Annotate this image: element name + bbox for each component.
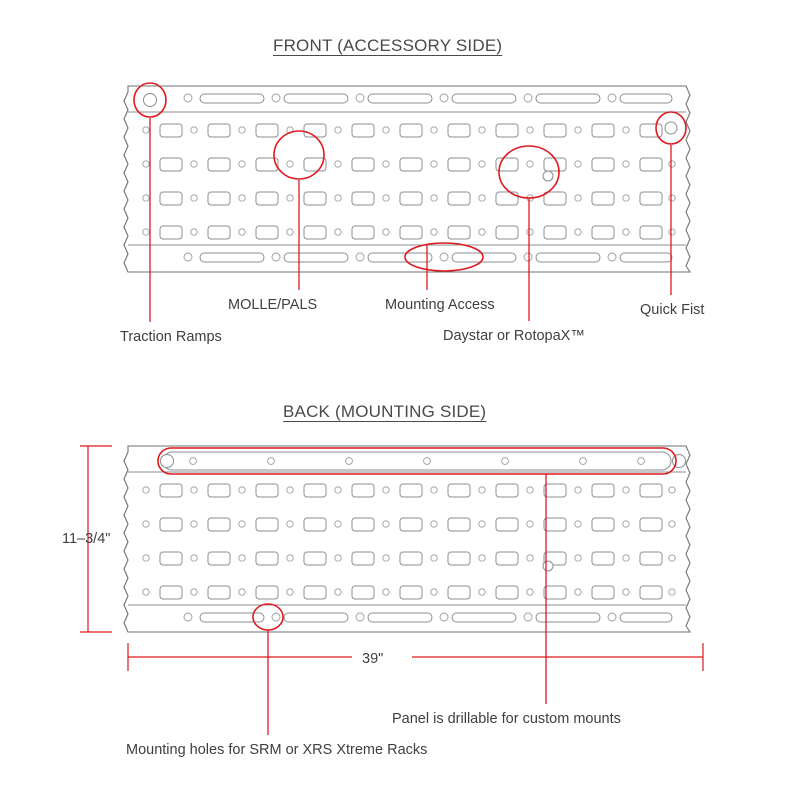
- label-mounting-holes: Mounting holes for SRM or XRS Xtreme Racks: [126, 742, 428, 758]
- width-dimension: [128, 643, 703, 671]
- back-molle-grid: [143, 484, 675, 599]
- label-daystar-rotopax: Daystar or RotopaX™: [443, 328, 585, 344]
- label-drillable: Panel is drillable for custom mounts: [392, 711, 621, 727]
- back-bottom-slot-row: [184, 613, 672, 622]
- back-callout-highlights: [158, 448, 676, 630]
- label-molle-pals: MOLLE/PALS: [228, 297, 318, 313]
- label-quick-fist: Quick Fist: [640, 302, 705, 318]
- dimension-width-label: 39": [362, 651, 384, 667]
- dimension-height-label: 11–3/4": [62, 531, 111, 547]
- label-traction-ramps: Traction Ramps: [120, 329, 222, 345]
- front-view-title: FRONT (ACCESSORY SIDE): [273, 36, 503, 55]
- back-view-title: BACK (MOUNTING SIDE): [283, 402, 487, 421]
- label-mounting-access: Mounting Access: [385, 297, 495, 313]
- back-top-channel: [161, 452, 686, 470]
